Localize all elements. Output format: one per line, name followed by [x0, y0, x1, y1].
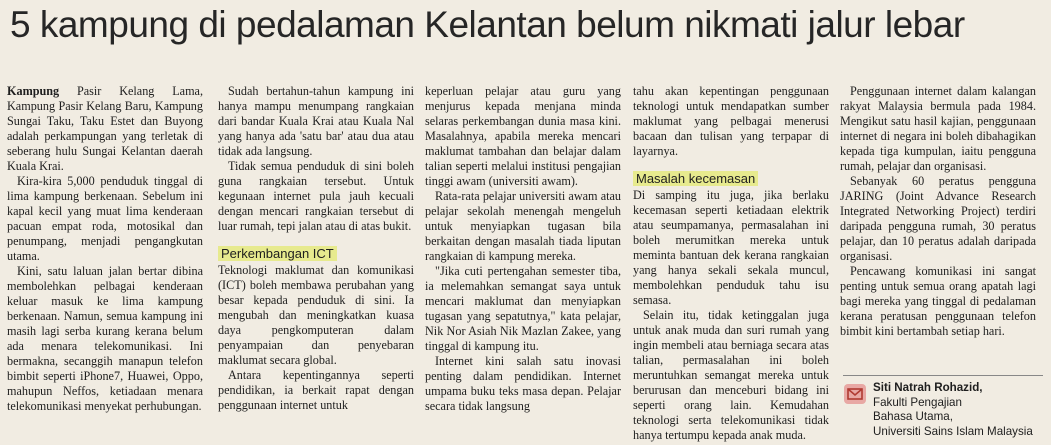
- paragraph: Internet kini salah satu inovasi penting dalam pendidikan. Internet umpama buku teks masa depan. Pelajar secara tidak langsung: [425, 354, 621, 413]
- author-affiliation: Universiti Sains Islam Malaysia: [873, 424, 1033, 438]
- lead-word: Kampung: [7, 84, 60, 98]
- paragraph: Sebanyak 60 peratus pengguna JARING (Joint Advance Research Integrated Networking Project) terdiri daripada pengguna rumah, 30 peratus pelajar, dan 10 peratus adalah daripada organisasi.: [840, 174, 1036, 263]
- paragraph: [7, 84, 203, 174]
- author-affiliation: Fakulti Pengajian: [873, 395, 962, 409]
- paragraph: Sudah bertahun-tahun kampung ini hanya mampu menumpang rangkaian dari bandar Kuala Krai atau Kuala Nal yang hanya ada 'satu bar' atau dua atau tidak ada langsung.: [218, 84, 414, 158]
- mail-icon: [843, 383, 867, 405]
- article-column-4: [633, 84, 829, 443]
- author-name: Siti Natrah Rohazid,: [873, 381, 983, 394]
- paragraph: tahu akan kepentingan penggunaan teknologi untuk mendapatkan sumber maklumat yang pelbagai menerusi bacaan dan tulisan yang terpapar di layarnya.: [633, 84, 829, 158]
- article-column-2: [218, 84, 414, 413]
- paragraph: Selain itu, tidak ketinggalan juga untuk anak muda dan suri rumah yang ingin membeli atau berniaga secara atas talian, permasalahan ini boleh meruntuhkan semangat mereka untuk berurusan dan menceburi bidang ini seperti orang lain. Kemudahan teknologi serta telekomunikasi tidak hanya tertumpu kepada anak muda.: [633, 308, 829, 442]
- paragraph: Teknologi maklumat dan komunikasi (ICT) boleh membawa perubahan yang besar kepada penduduk di sini. Ia mengubah dan meningkatkan kuasa daya pengkomputeran dalam penyampaian dan penyebaran maklumat secara global.: [218, 263, 414, 367]
- paragraph: keperluan pelajar atau guru yang menjurus kepada menjana minda selaras perkembangan dunia masa kini. Masalahnya, apabila mereka mencari maklumat tambahan dan belajar dalam talian seperti melalui institusi pengajian tinggi awam (universiti awam).: [425, 84, 621, 188]
- paragraph: Antara kepentingannya seperti pendidikan, ia berkait rapat dengan penggunaan internet untuk: [218, 368, 414, 412]
- paragraph-text: Pasir Kelang Lama, Kampung Pasir Kelang Baru, Kampung Sungai Taku, Taku Estet dan Buyong adalah perkampungan yang terletak di seberang hulu Sungai Kelantan daerah Kuala Krai.: [7, 84, 203, 173]
- paragraph: Kira-kira 5,000 penduduk tinggal di lima kampung berkenaan. Sebelum ini kapal kecil yang muat lima kenderaan pacuan empat roda, motosikal dan penumpang, menjadi pengangkutan utama.: [7, 174, 203, 263]
- author-affiliation: Bahasa Utama,: [873, 410, 953, 423]
- article-column-1: [7, 84, 203, 414]
- paragraph: Rata-rata pelajar universiti awam atau pelajar sekolah menengah mengeluh untuk menyiapkan tugasan bila berkaitan dengan masalah tiada liputan rangkaian di kampung mereka.: [425, 189, 621, 263]
- author-byline: [843, 381, 1048, 439]
- paragraph: "Jika cuti pertengahan semester tiba, ia melemahkan semangat saya untuk mencari maklumat dan menyiapkan tugasan yang sepatutnya," kata pelajar, Nik Nor Asiah Nik Mazlan Zakee, yang tinggal di kampung itu.: [425, 264, 621, 353]
- byline-divider: [843, 375, 1043, 376]
- article-column-3: [425, 84, 621, 414]
- paragraph: Penggunaan internet dalam kalangan rakyat Malaysia bermula pada 1984. Mengikut satu hasil kajian, penggunaan internet di negara ini boleh dibahagikan kepada tiga kumpulan, iaitu pengguna rumah, pelajar dan organisasi.: [840, 84, 1036, 173]
- headline: 5 kampung di pedalaman Kelantan belum nikmati jalur lebar: [10, 4, 965, 45]
- article-column-5: [840, 84, 1036, 339]
- paragraph: Kini, satu laluan jalan bertar dibina membolehkan pelbagai kenderaan keluar masuk ke lima kampung berkenaan. Namun, semua kampung ini masih lagi serba kurang kerana belum ada menara telekomunikasi. Ini bermakna, secanggih manapun telefon bimbit seperti iPhone7, Huawei, Oppo, mahupun Neffos, ketiadaan menara telekomunikasi menyekat perhubungan.: [7, 264, 203, 413]
- paragraph: Di samping itu juga, jika berlaku kecemasan seperti ketiadaan elektrik atau seumpamanya, permasalahan ini boleh merumitkan mereka untuk meminta bantuan dek kerana rangkaian yang hanya sekali sekala muncul, membolehkan penduduk tahu isu semasa.: [633, 188, 829, 307]
- subheading-ict: Perkembangan ICT: [218, 246, 337, 261]
- paragraph: Pencawang komunikasi ini sangat penting untuk semua orang apatah lagi bagi mereka yang tinggal di pedalaman kerana peratusan penggunaan telefon bimbit kini bertambah setiap hari.: [840, 264, 1036, 338]
- paragraph: Tidak semua penduduk di sini boleh guna rangkaian tersebut. Untuk kegunaan internet pula jauh kecuali dengan mencari rangkaian tersebut di luar rumah, tepi jalan atau di atas bukit.: [218, 159, 414, 233]
- subheading-emergency: Masalah kecemasan: [633, 171, 758, 186]
